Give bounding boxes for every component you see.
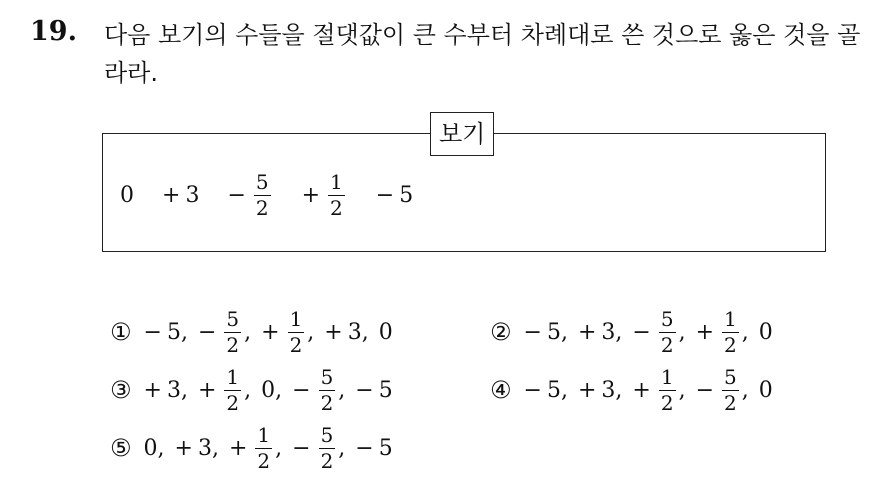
- choice-marker: ④: [490, 376, 512, 404]
- number-item: [229, 424, 275, 472]
- sign: +: [261, 319, 280, 345]
- comma: ,: [275, 377, 283, 403]
- comma: ,: [211, 435, 219, 461]
- sign: −: [632, 319, 651, 345]
- sign: +: [301, 182, 321, 208]
- numerator: 5: [255, 170, 269, 195]
- sign: −: [355, 435, 374, 461]
- question-number: 19.: [30, 16, 77, 47]
- choice-marker: ①: [110, 318, 132, 346]
- denominator: 2: [660, 390, 674, 415]
- comma: ,: [678, 377, 686, 403]
- sign: −: [292, 377, 311, 403]
- value: 5: [399, 182, 414, 208]
- choice-5[interactable]: [110, 420, 393, 476]
- sign: −: [375, 182, 395, 208]
- value: 3: [185, 182, 200, 208]
- number-item: [578, 378, 615, 403]
- value: 0: [758, 377, 773, 403]
- sign: −: [695, 377, 714, 403]
- sign: −: [197, 319, 217, 345]
- comma: ,: [307, 319, 315, 345]
- numerator: 1: [330, 170, 343, 195]
- numerator: 1: [724, 307, 737, 332]
- numerator: 1: [226, 365, 240, 390]
- numerator: 1: [257, 423, 271, 448]
- number-item: [261, 308, 307, 356]
- denominator: 2: [320, 448, 334, 473]
- number-item: [632, 366, 678, 414]
- fraction: [254, 171, 271, 219]
- comma: ,: [180, 319, 188, 345]
- sign: +: [695, 319, 714, 345]
- number-item: [759, 320, 773, 345]
- sign: −: [523, 319, 542, 345]
- denominator: 2: [226, 332, 240, 357]
- sign: −: [292, 435, 311, 461]
- choice-marker: ②: [490, 318, 512, 346]
- denominator: 2: [320, 390, 334, 415]
- number-item: [324, 320, 361, 345]
- comma: ,: [180, 377, 188, 403]
- sign: +: [143, 377, 162, 403]
- sign: +: [632, 377, 651, 403]
- value: 5: [378, 377, 393, 403]
- comma: ,: [338, 377, 346, 403]
- denominator: 2: [226, 390, 240, 415]
- value: 0: [120, 182, 134, 208]
- comma: ,: [741, 377, 749, 403]
- sign: +: [197, 377, 217, 403]
- sign: +: [577, 377, 597, 403]
- comma: ,: [615, 377, 623, 403]
- bogi-items: [120, 160, 413, 230]
- number-item: [144, 436, 158, 461]
- number-item: [632, 308, 678, 356]
- value: 3: [197, 435, 212, 461]
- sign: −: [523, 377, 542, 403]
- numerator: 5: [724, 365, 737, 390]
- value: 3: [347, 319, 362, 345]
- number-item: [175, 436, 212, 461]
- denominator: 2: [724, 332, 737, 357]
- comma: ,: [678, 319, 686, 345]
- denominator: 2: [330, 195, 343, 220]
- question-stem: 다음 보기의 수들을 절댓값이 큰 수부터 차례대로 쓴 것으로 옳은 것을 골라라.: [104, 21, 861, 87]
- comma: ,: [338, 435, 346, 461]
- choice-3[interactable]: [110, 362, 393, 418]
- number-item: [144, 378, 181, 403]
- numerator: 1: [289, 307, 303, 332]
- sign: −: [143, 319, 162, 345]
- choice-2[interactable]: [490, 304, 773, 360]
- number-item: [578, 320, 615, 345]
- value: 0: [143, 435, 158, 461]
- value: 3: [601, 377, 616, 403]
- sign: +: [577, 319, 597, 345]
- denominator: 2: [289, 332, 303, 357]
- denominator: 2: [724, 390, 737, 415]
- fraction: [659, 366, 676, 414]
- comma: ,: [275, 435, 283, 461]
- fraction: [319, 366, 336, 414]
- sign: −: [227, 182, 246, 208]
- numerator: 1: [660, 365, 674, 390]
- value: 0: [261, 377, 276, 403]
- number-item: [292, 366, 338, 414]
- value: 5: [546, 377, 561, 403]
- choice-1[interactable]: [110, 304, 393, 360]
- numerator: 5: [226, 307, 240, 332]
- number-item: [696, 366, 742, 414]
- denominator: 2: [257, 448, 271, 473]
- fraction: [288, 308, 305, 356]
- fraction: [224, 366, 241, 414]
- number-item: [759, 378, 773, 403]
- choice-4[interactable]: [490, 362, 773, 418]
- number-item: [198, 366, 244, 414]
- number-item: [120, 183, 134, 208]
- number-item: [379, 320, 393, 345]
- fraction: [255, 424, 272, 472]
- bogi-title: 보기: [430, 112, 494, 156]
- comma: ,: [361, 319, 369, 345]
- sign: +: [228, 435, 248, 461]
- fraction: [328, 171, 345, 219]
- number-item: [376, 183, 413, 208]
- fraction: [319, 424, 336, 472]
- comma: ,: [560, 377, 568, 403]
- denominator: 2: [660, 332, 674, 357]
- number-item: [162, 183, 199, 208]
- value: 3: [601, 319, 616, 345]
- numerator: 5: [660, 307, 674, 332]
- fraction: [722, 308, 739, 356]
- sign: −: [355, 377, 374, 403]
- number-item: [261, 378, 275, 403]
- number-item: [227, 171, 273, 219]
- number-item: [524, 320, 561, 345]
- choice-marker: ③: [110, 376, 132, 404]
- number-item: [292, 424, 338, 472]
- number-item: [355, 378, 392, 403]
- value: 5: [546, 319, 561, 345]
- numerator: 5: [320, 423, 334, 448]
- value: 0: [758, 319, 773, 345]
- choice-marker: ⑤: [110, 434, 132, 462]
- number-item: [524, 378, 561, 403]
- sign: +: [174, 435, 193, 461]
- number-item: [302, 171, 348, 219]
- numerator: 5: [320, 365, 334, 390]
- fraction: [722, 366, 739, 414]
- value: 3: [166, 377, 181, 403]
- comma: ,: [615, 319, 623, 345]
- value: 0: [378, 319, 393, 345]
- value: 5: [166, 319, 181, 345]
- number-item: [696, 308, 742, 356]
- comma: ,: [157, 435, 165, 461]
- comma: ,: [741, 319, 749, 345]
- number-item: [144, 320, 181, 345]
- comma: ,: [244, 377, 252, 403]
- comma: ,: [244, 319, 252, 345]
- sign: +: [324, 319, 343, 345]
- number-item: [198, 308, 244, 356]
- fraction: [224, 308, 241, 356]
- comma: ,: [560, 319, 568, 345]
- value: 5: [378, 435, 393, 461]
- fraction: [659, 308, 676, 356]
- number-item: [355, 436, 392, 461]
- denominator: 2: [255, 195, 269, 220]
- sign: +: [162, 182, 181, 208]
